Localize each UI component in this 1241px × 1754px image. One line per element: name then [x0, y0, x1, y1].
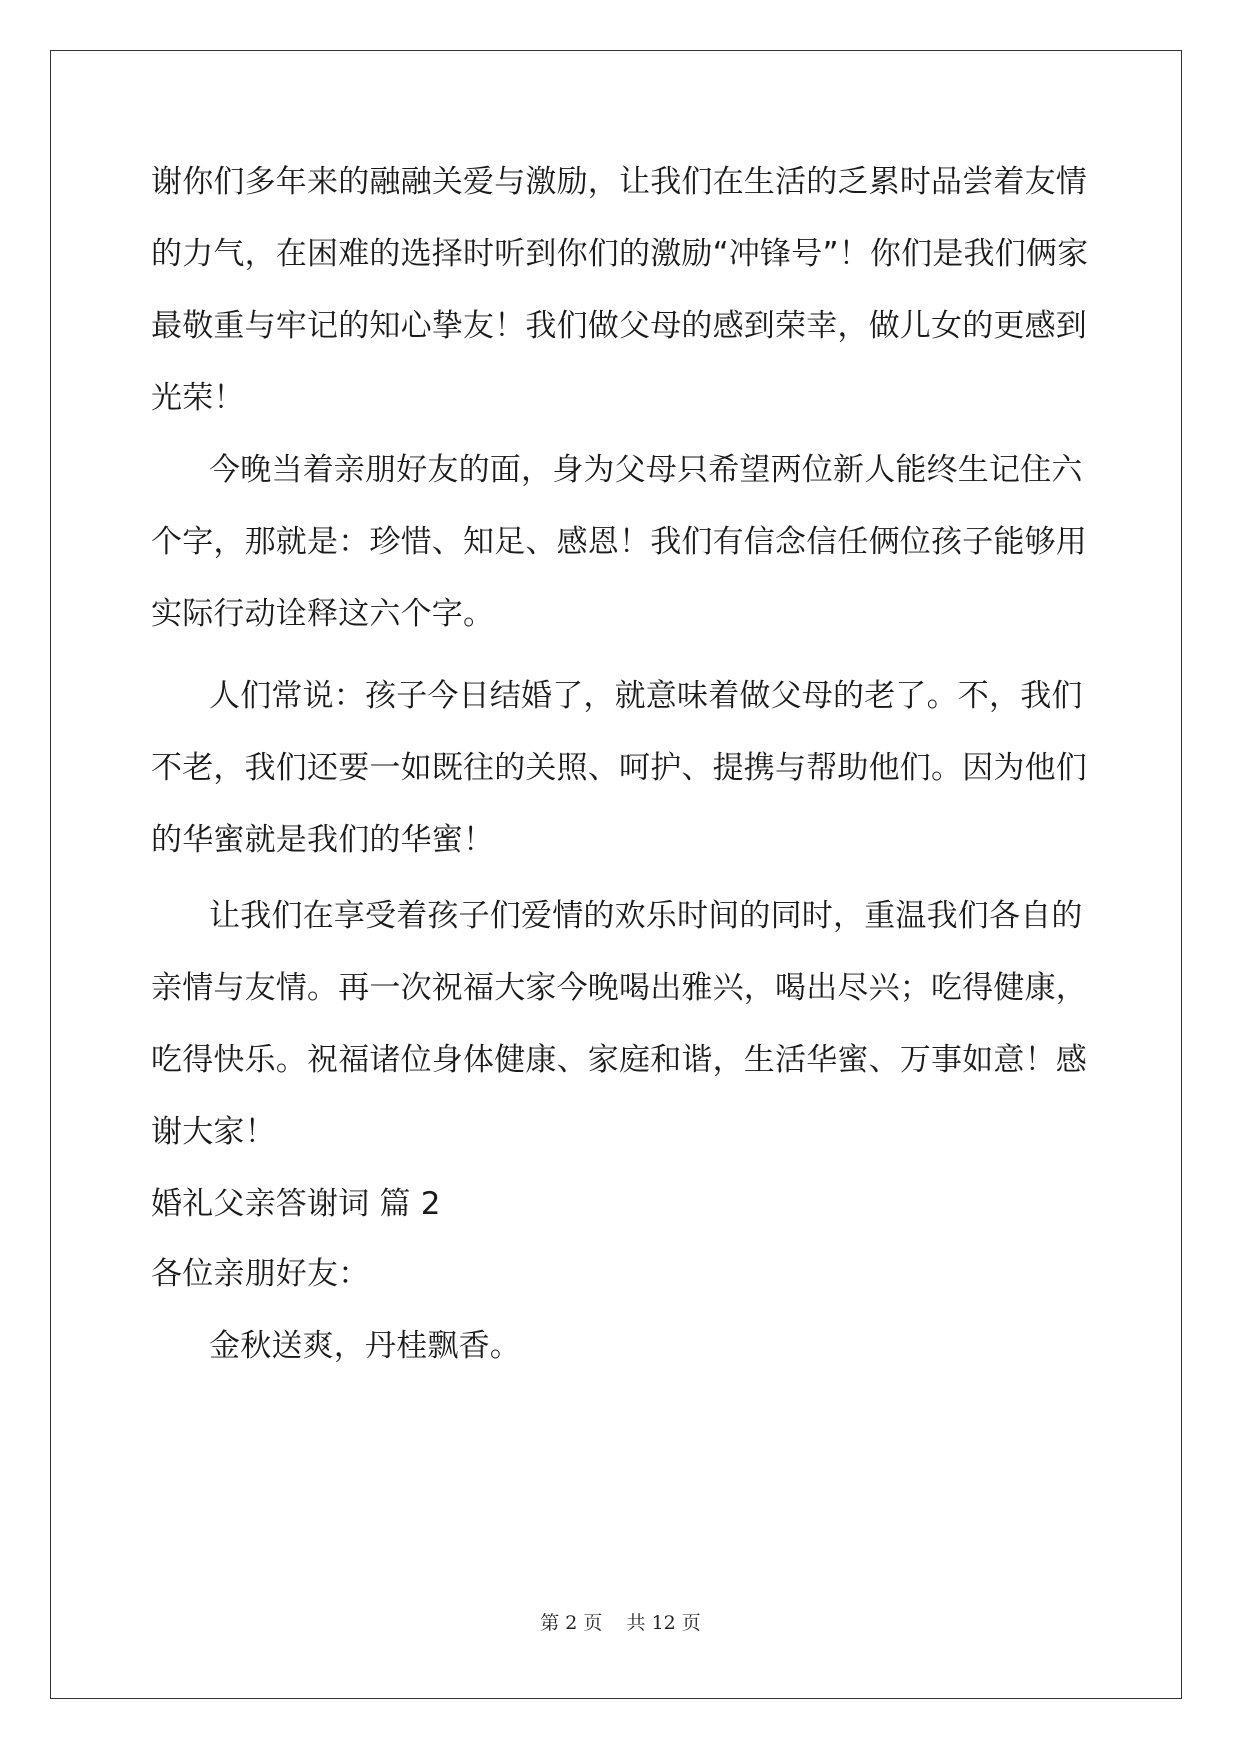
paragraph-first-line: 让我们在享受着孩子们爱情的欢乐时间的同时，重温我们各自的 — [209, 898, 1083, 934]
text-line: 最敬重与牢记的知心挚友！我们做父母的感到荣幸，做儿女的更感到 — [151, 308, 1087, 344]
page-border — [50, 50, 1182, 1699]
text-line: 的力气，在困难的选择时听到你们的激励“冲锋号”！你们是我们俩家 — [151, 236, 1089, 272]
text-line: 实际行动诠释这六个字。 — [151, 596, 495, 632]
paragraph-first-line: 今晚当着亲朋好友的面，身为父母只希望两位新人能终生记住六 — [209, 452, 1083, 488]
text-line: 光荣！ — [151, 380, 245, 416]
salutation: 各位亲朋好友： — [151, 1256, 370, 1292]
text-line: 吃得快乐。祝福诸位身体健康、家庭和谐，生活华蜜、万事如意！感 — [151, 1042, 1087, 1078]
section-heading: 婚礼父亲答谢词 篇 2 — [151, 1186, 441, 1222]
text-line: 亲情与友情。再一次祝福大家今晚喝出雅兴，喝出尽兴；吃得健康， — [151, 970, 1087, 1006]
text-line: 不老，我们还要一如既往的关照、呵护、提携与帮助他们。因为他们 — [151, 750, 1087, 786]
paragraph-first-line: 金秋送爽，丹桂飘香。 — [209, 1328, 521, 1364]
paragraph-first-line: 人们常说：孩子今日结婚了，就意味着做父母的老了。不，我们 — [209, 678, 1083, 714]
text-line: 个字，那就是：珍惜、知足、感恩！我们有信念信任俩位孩子能够用 — [151, 524, 1087, 560]
page-footer: 第 2 页 共 12 页 — [540, 1612, 701, 1634]
text-line: 谢大家！ — [151, 1114, 276, 1150]
text-line: 谢你们多年来的融融关爱与激励，让我们在生活的乏累时品尝着友情 — [151, 164, 1087, 200]
text-line: 的华蜜就是我们的华蜜！ — [151, 822, 495, 858]
